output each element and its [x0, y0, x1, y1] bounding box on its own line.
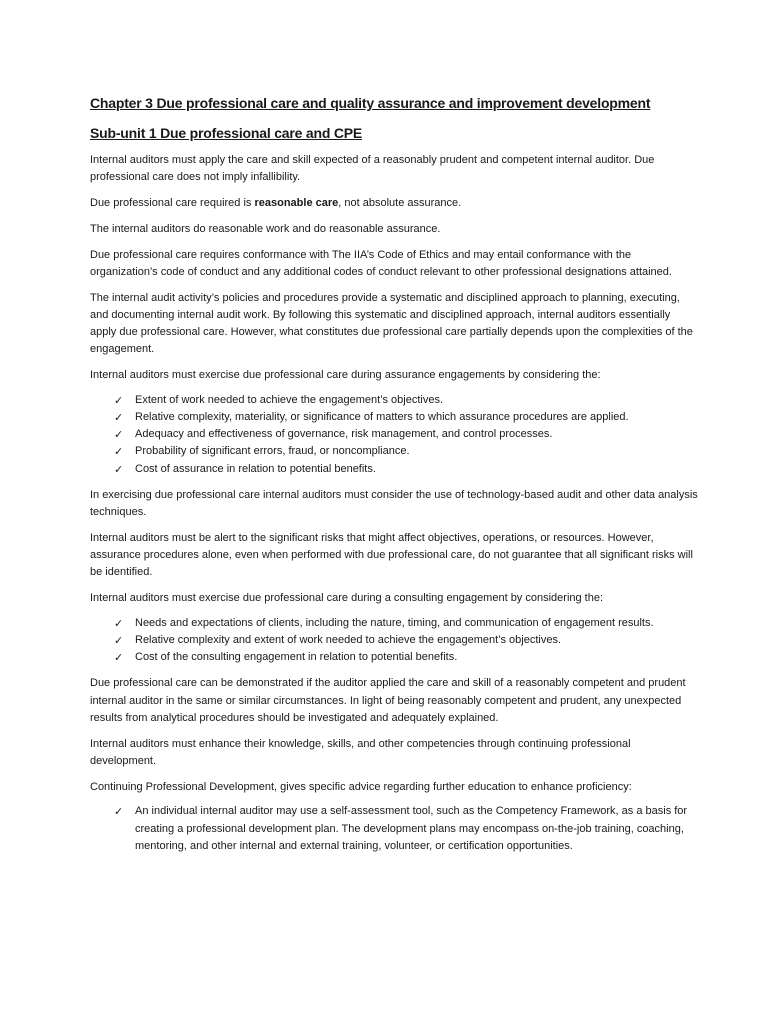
list-item: ✓ Cost of the consulting engagement in relation to potential benefits.: [114, 649, 698, 666]
check-icon: ✓: [114, 393, 124, 407]
paragraph: Due professional care required is reasonable care, not absolute assurance.: [90, 197, 462, 209]
list-item: ✓ Extent of work needed to achieve the engagement’s objectives.: [114, 392, 698, 409]
paragraph: Internal auditors must exercise due professional care during assurance engagements by considering the:: [90, 369, 601, 381]
paragraph: Due professional care can be demonstrated if the auditor applied the care and skill of a reasonably competent and prudent internal auditor in the same or similar circumstances. In light of being reasonably competent and prudent, any unexpected results from analytical procedures should be investigated and adequately explained.: [90, 677, 686, 724]
paragraph: Internal auditors must apply the care and skill expected of a reasonably prudent and competent internal auditor. Due professional care does not imply infallibility.: [90, 154, 655, 184]
check-icon: ✓: [114, 462, 124, 476]
list-item: ✓ Relative complexity and extent of work needed to achieve the engagement’s objectives.: [114, 632, 698, 649]
bold-term: reasonable care: [254, 197, 339, 209]
list-item: ✓ Probability of significant errors, fraud, or noncompliance.: [114, 443, 698, 460]
list-item: ✓ Cost of assurance in relation to potential benefits.: [114, 461, 698, 478]
list-item: ✓ An individual internal auditor may use a self-assessment tool, such as the Competency Framework, as a basis for creating a professional development plan. The development plans may encompass on-the-job training, coaching, mentoring, and other internal and external training, volunteer, or certification opportunities.: [114, 805, 688, 852]
check-icon: ✓: [114, 616, 124, 630]
cpe-advice-list: [90, 803, 698, 855]
list-item: ✓ Needs and expectations of clients, including the nature, timing, and communication of engagement results.: [114, 615, 698, 632]
paragraph: In exercising due professional care internal auditors must consider the use of technology-based audit and other data analysis techniques.: [90, 488, 698, 519]
check-icon: ✓: [114, 445, 124, 459]
paragraph: Internal auditors must enhance their knowledge, skills, and other competencies through continuing professional development.: [90, 737, 631, 767]
consulting-considerations-list: [90, 615, 698, 667]
paragraph: Due professional care requires conformance with The IIA’s Code of Ethics and may entail conformance with the organization’s code of conduct and any additional codes of conduct relevant to other professional designations attained.: [90, 248, 672, 278]
list-item: ✓ Adequacy and effectiveness of governance, risk management, and control processes.: [114, 426, 698, 443]
check-icon: ✓: [114, 805, 124, 819]
chapter-heading: Chapter 3 Due professional care and quality assurance and improvement development: [90, 95, 651, 111]
check-icon: ✓: [114, 411, 124, 424]
paragraph: The internal auditors do reasonable work and do reasonable assurance.: [90, 222, 441, 235]
list-item: ✓ Relative complexity, materiality, or significance of matters to which assurance procedures are applied.: [114, 409, 698, 426]
paragraph: The internal audit activity’s policies and procedures provide a systematic and disciplined approach to planning, executing, and documenting internal audit work. By following this systematic and disciplined approach, internal auditors essentially apply due professional care. However, what constitutes due professional care partially depends upon the complexities of the engagement.: [90, 291, 693, 356]
paragraph: Continuing Professional Development, gives specific advice regarding further education to enhance proficiency:: [90, 780, 632, 793]
check-icon: ✓: [114, 428, 124, 442]
check-icon: ✓: [114, 651, 124, 665]
check-icon: ✓: [114, 634, 124, 648]
assurance-considerations-list: [90, 392, 698, 478]
subunit-heading: Sub-unit 1 Due professional care and CPE: [90, 125, 363, 141]
paragraph: Internal auditors must be alert to the significant risks that might affect objectives, operations, or resources. However, assurance procedures alone, even when performed with due professional care, do not guarantee that all significant risks will be identified.: [90, 531, 693, 579]
paragraph: Internal auditors must exercise due professional care during a consulting engagement by considering the:: [90, 592, 604, 605]
